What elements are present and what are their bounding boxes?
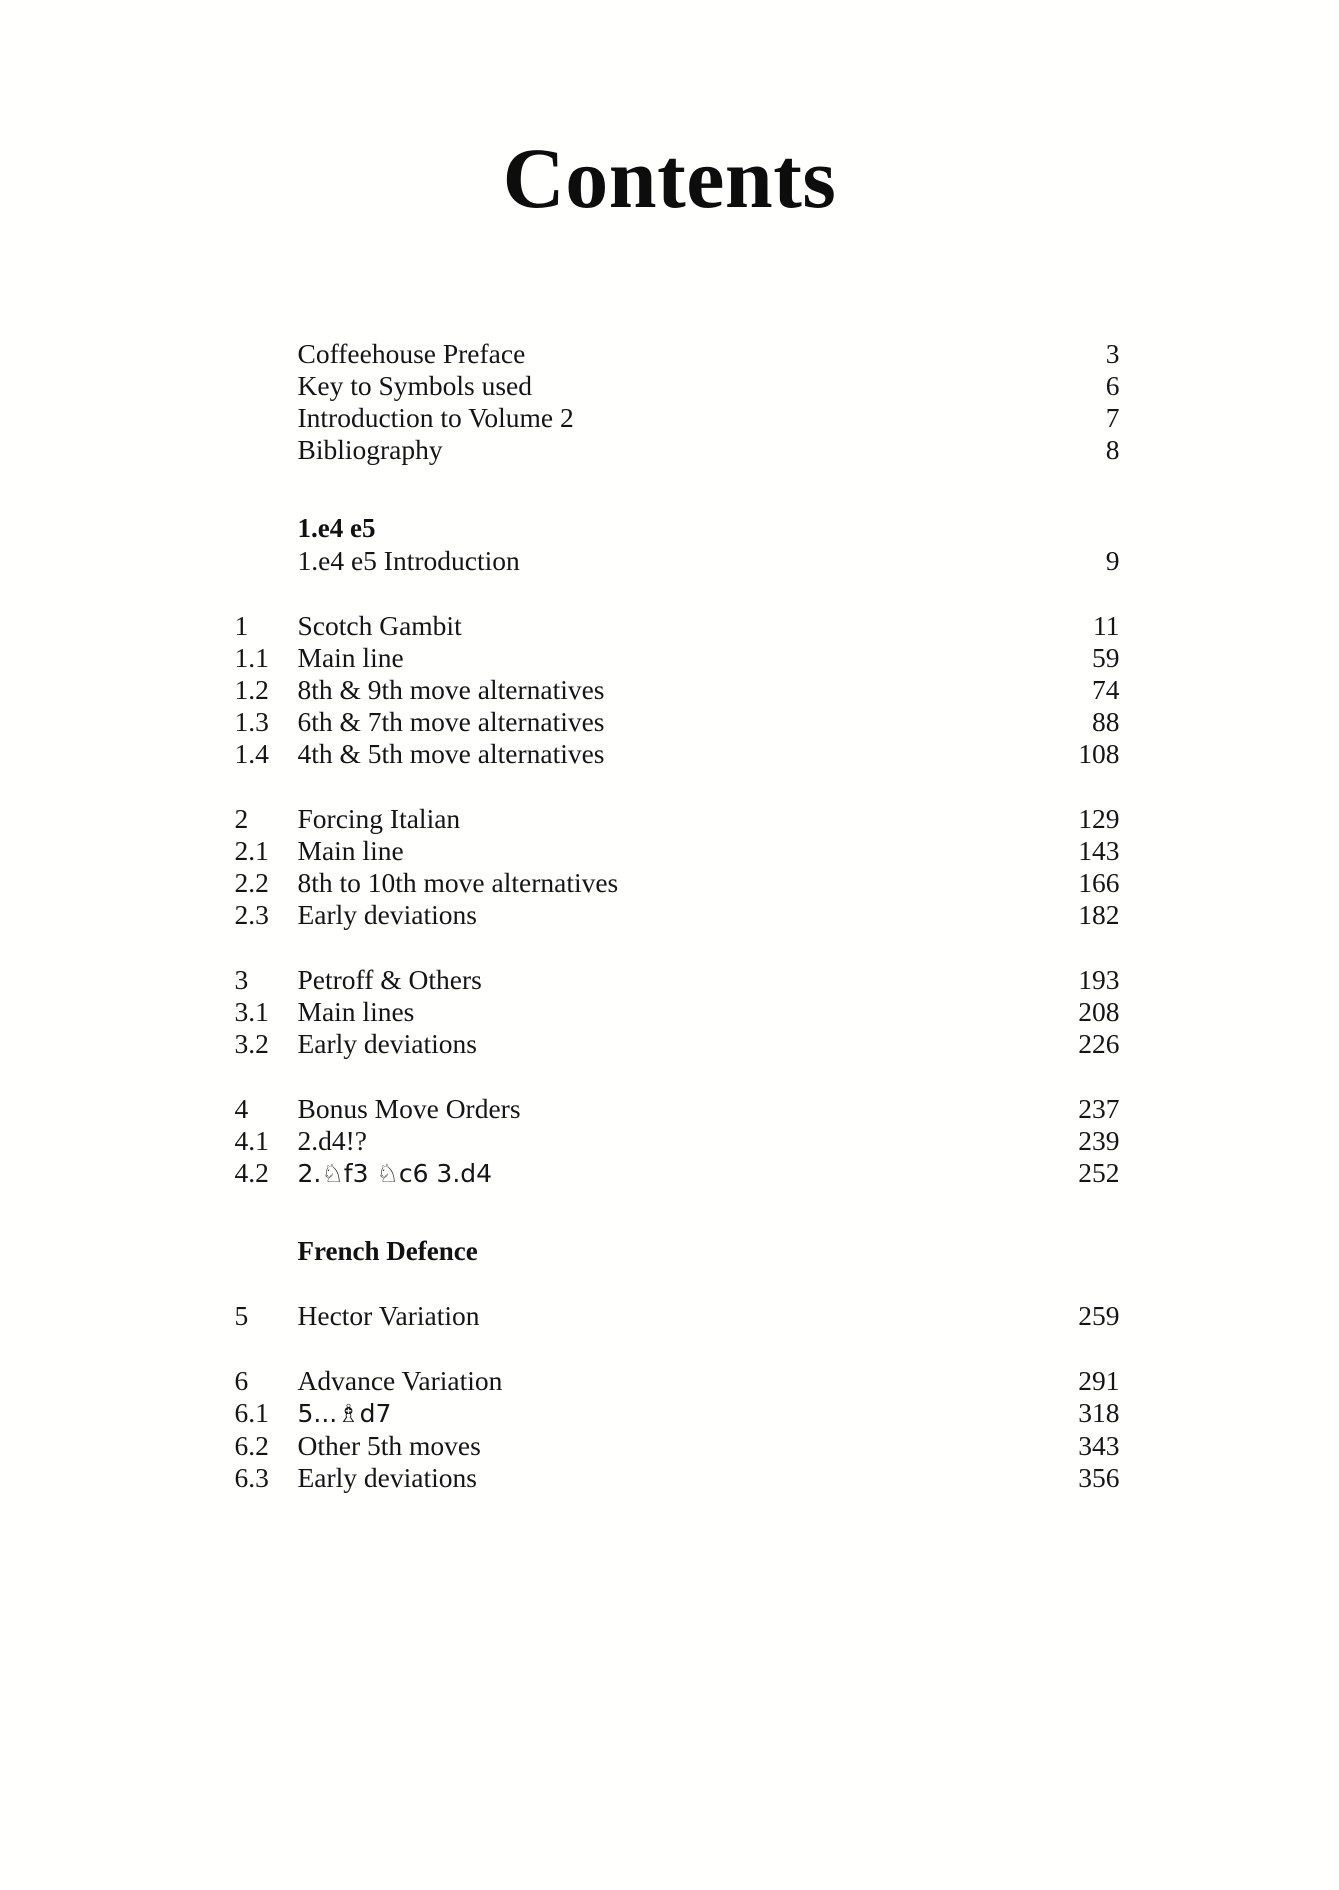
toc-entry[interactable] xyxy=(235,434,1120,466)
toc-entry-page: 59 xyxy=(1092,641,1120,673)
toc-entry-number: 4.2 xyxy=(234,1156,269,1188)
toc-entry-label: Main lines xyxy=(297,995,415,1027)
table-of-contents xyxy=(220,228,1120,1494)
toc-entry-label: 8th to 10th move alternatives xyxy=(297,866,619,898)
toc-entry[interactable] xyxy=(235,996,1120,1028)
toc-entry-page: 318 xyxy=(1078,1397,1120,1429)
toc-entry-number: 6.3 xyxy=(234,1461,269,1493)
toc-entry-label: 6th & 7th move alternatives xyxy=(297,705,605,737)
toc-entry-page: 11 xyxy=(1093,609,1120,641)
toc-entry[interactable] xyxy=(235,899,1120,931)
toc-entry[interactable] xyxy=(235,738,1120,770)
toc-entry[interactable] xyxy=(235,964,1120,996)
toc-entry-label: 4th & 5th move alternatives xyxy=(297,737,605,769)
toc-entry-page: 182 xyxy=(1078,898,1120,930)
toc-entry-label: Key to Symbols used xyxy=(297,370,533,402)
toc-entry-page: 7 xyxy=(1105,402,1120,434)
toc-entry-label: Early deviations xyxy=(297,898,477,930)
toc-entry-page: 239 xyxy=(1078,1124,1120,1156)
page-title: Contents xyxy=(502,130,837,226)
toc-entry[interactable] xyxy=(235,402,1120,434)
toc-entry-page: 208 xyxy=(1078,995,1120,1027)
toc-entry-number: 2.1 xyxy=(234,834,269,866)
toc-entry[interactable] xyxy=(235,835,1120,867)
toc-entry-page: 143 xyxy=(1078,834,1120,866)
section-heading-e4e5: 1.e4 e5 xyxy=(297,513,376,544)
front-matter-list xyxy=(235,338,1120,466)
toc-entry-number: 3.1 xyxy=(234,995,269,1027)
toc-entry[interactable] xyxy=(235,1397,1120,1429)
spacer xyxy=(235,577,1120,610)
section-heading-french-defence: French Defence xyxy=(297,1236,478,1267)
toc-entry-number: 5 xyxy=(234,1300,249,1332)
toc-group xyxy=(235,610,1120,770)
toc-entry-label: Forcing Italian xyxy=(297,802,461,834)
toc-entry-page: 226 xyxy=(1078,1027,1120,1059)
toc-entry[interactable] xyxy=(235,1028,1120,1060)
toc-entry-number: 2 xyxy=(234,802,249,834)
toc-entry-number: 1.4 xyxy=(234,737,269,769)
toc-group xyxy=(235,1300,1120,1332)
toc-entry[interactable] xyxy=(235,867,1120,899)
toc-entry-label: 2.d4!? xyxy=(297,1124,367,1156)
toc-entry-number: 2.3 xyxy=(234,898,269,930)
toc-entry-page: 343 xyxy=(1078,1429,1120,1461)
toc-entry[interactable] xyxy=(235,642,1120,674)
toc-entry-number: 1 xyxy=(234,609,249,641)
toc-entry[interactable] xyxy=(235,803,1120,835)
toc-entry-label: Bonus Move Orders xyxy=(297,1092,521,1124)
spacer xyxy=(235,1189,1120,1235)
spacer xyxy=(235,1060,1120,1093)
toc-entry-number: 4.1 xyxy=(234,1124,269,1156)
toc-entry-number: 6.2 xyxy=(234,1429,269,1461)
toc-group xyxy=(235,964,1120,1060)
toc-entry[interactable] xyxy=(235,674,1120,706)
toc-entry-page: 193 xyxy=(1078,963,1120,995)
toc-entry-page: 252 xyxy=(1078,1156,1120,1188)
toc-entry-page: 166 xyxy=(1078,866,1120,898)
spacer xyxy=(235,466,1120,512)
toc-entry-number: 3.2 xyxy=(234,1027,269,1059)
toc-entry-intro[interactable] xyxy=(235,545,1120,577)
toc-entry-label: Other 5th moves xyxy=(297,1429,481,1461)
toc-entry-number: 6 xyxy=(234,1365,249,1397)
toc-entry-page: 3 xyxy=(1105,338,1120,369)
toc-entry-page: 237 xyxy=(1078,1092,1120,1124)
toc-entry-label: Main line xyxy=(297,641,404,673)
toc-entry[interactable] xyxy=(235,338,1120,370)
toc-group xyxy=(235,803,1120,931)
toc-entry-number: 6.1 xyxy=(234,1397,269,1429)
toc-entry-page: 6 xyxy=(1105,370,1120,402)
toc-entry-page: 356 xyxy=(1078,1461,1120,1493)
toc-entry-label: Coffeehouse Preface xyxy=(297,338,526,369)
toc-entry-page: 291 xyxy=(1078,1365,1120,1397)
toc-entry-number: 1.2 xyxy=(234,673,269,705)
toc-entry[interactable] xyxy=(235,1300,1120,1332)
toc-entry-number: 4 xyxy=(234,1092,249,1124)
toc-entry-label: 1.e4 e5 Introduction xyxy=(297,544,520,576)
toc-entry-label: Bibliography xyxy=(297,434,443,466)
toc-entry[interactable] xyxy=(235,1157,1120,1189)
toc-entry-number: 3 xyxy=(234,963,249,995)
toc-entry-label: 2.♘f3 ♘c6 3.d4 xyxy=(297,1158,493,1188)
toc-group xyxy=(235,1093,1120,1189)
spacer xyxy=(235,1267,1120,1300)
toc-entry-page: 108 xyxy=(1078,737,1120,769)
toc-entry[interactable] xyxy=(235,1462,1120,1494)
toc-entry-page: 74 xyxy=(1092,673,1120,705)
toc-entry-label: Advance Variation xyxy=(297,1365,503,1397)
toc-entry[interactable] xyxy=(235,610,1120,642)
toc-entry-label: Main line xyxy=(297,834,404,866)
toc-entry-page: 88 xyxy=(1092,705,1120,737)
toc-entry-number: 1.1 xyxy=(234,641,269,673)
toc-entry-page: 8 xyxy=(1105,434,1120,466)
spacer xyxy=(235,770,1120,803)
toc-entry[interactable] xyxy=(235,370,1120,402)
toc-entry[interactable] xyxy=(235,1125,1120,1157)
toc-group xyxy=(235,1365,1120,1493)
toc-entry-label: Hector Variation xyxy=(297,1300,480,1332)
toc-entry-label: 8th & 9th move alternatives xyxy=(297,673,605,705)
spacer xyxy=(235,931,1120,964)
toc-entry-label: Scotch Gambit xyxy=(297,609,462,641)
toc-entry[interactable] xyxy=(235,706,1120,738)
toc-entry-page: 9 xyxy=(1105,544,1120,576)
toc-entry-label: 5...♗d7 xyxy=(297,1399,392,1429)
spacer xyxy=(235,1332,1120,1365)
toc-entry-label: Early deviations xyxy=(297,1027,477,1059)
toc-entry-label: Early deviations xyxy=(297,1461,477,1493)
toc-entry[interactable] xyxy=(235,1093,1120,1125)
toc-entry[interactable] xyxy=(235,1430,1120,1462)
toc-entry-number: 2.2 xyxy=(234,866,269,898)
toc-entry[interactable] xyxy=(235,1365,1120,1397)
toc-entry-page: 259 xyxy=(1078,1300,1120,1332)
toc-entry-label: Petroff & Others xyxy=(297,963,482,995)
toc-entry-number: 1.3 xyxy=(234,705,269,737)
toc-entry-label: Introduction to Volume 2 xyxy=(297,402,574,434)
toc-entry-page: 129 xyxy=(1078,802,1120,834)
